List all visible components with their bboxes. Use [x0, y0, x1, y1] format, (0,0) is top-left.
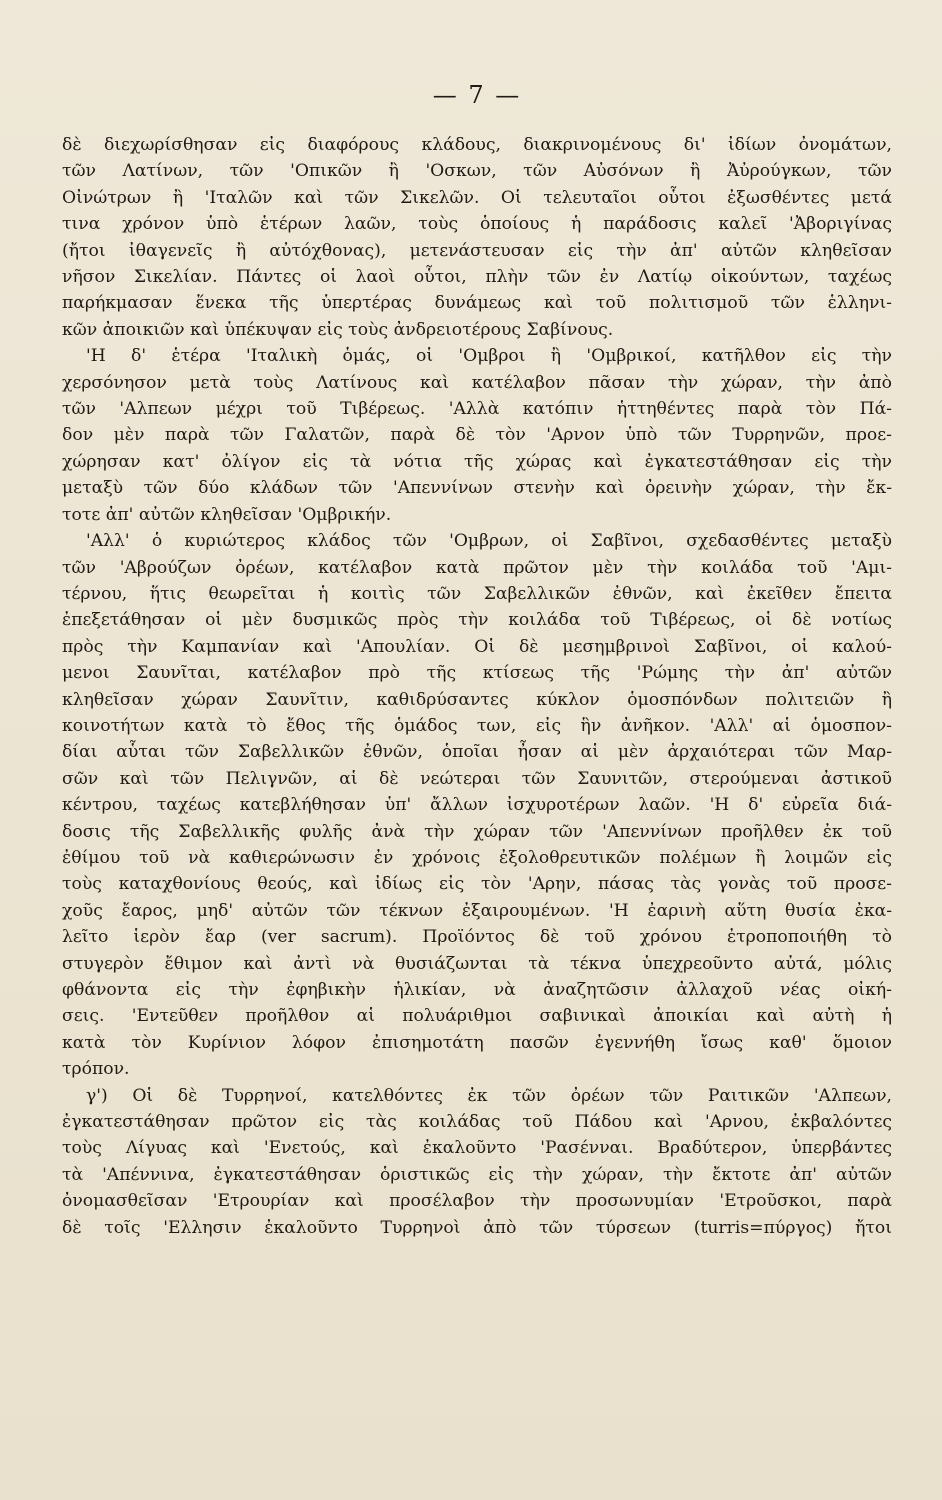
paragraph-4 — [62, 1083, 892, 1241]
text-line: τέρνου, ἥτις θεωρεῖται ἡ κοιτὶς τῶν Σαβελλικῶν ἐθνῶν, καὶ ἐκεῖθεν ἔπειτα — [62, 583, 892, 604]
text-line: τοὺς Λίγυας καὶ 'Ενετούς, καὶ ἐκαλοῦντο 'Ρασένναι. Βραδύτερον, ὑπερβάντες — [62, 1138, 892, 1159]
text-line: μενοι Σαυνῖται, κατέλαβον πρὸ τῆς κτίσεως τῆς 'Ρώμης τὴν ἀπ' αὐτῶν — [62, 663, 892, 684]
text-line: τοὺς καταχθονίους θεούς, καὶ ἰδίως εἰς τὸν 'Αρην, πάσας τὰς γονὰς τοῦ προσε- — [62, 874, 892, 895]
text-line: ὀνομασθεῖσαν 'Ετρουρίαν καὶ προσέλαβον τὴν προσωνυμίαν 'Ετροῦσκοι, παρὰ — [62, 1191, 892, 1212]
text-line: νῆσον Σικελίαν. Πάντες οἱ λαοὶ οὗτοι, πλὴν τῶν ἐν Λατίῳ οἰκούντων, ταχέως — [62, 267, 892, 288]
text-line: μεταξὺ τῶν δύο κλάδων τῶν 'Απεννίνων στενὴν καὶ ὀρεινὴν χώραν, τὴν ἔκ- — [62, 478, 892, 499]
text-line: τῶν 'Αβρούζων ὀρέων, κατέλαβον κατὰ πρῶτον μὲν τὴν κοιλάδα τοῦ 'Αμι- — [62, 557, 892, 578]
paragraph-2 — [62, 343, 892, 528]
text-line: τρόπον. — [62, 1059, 130, 1080]
text-line: δὲ τοῖς 'Ελλησιν ἐκαλοῦντο Τυρρηνοὶ ἀπὸ τῶν τύρσεων (turris=πύργος) ἤτοι — [62, 1217, 892, 1238]
text-line: δίαι αὗται τῶν Σαβελλικῶν ἐθνῶν, ὁποῖαι ἦσαν αἱ μὲν ἀρχαιότεραι τῶν Μαρ- — [62, 742, 892, 763]
text-line: Οἰνώτρων ἢ 'Ιταλῶν καὶ τῶν Σικελῶν. Οἱ τελευταῖοι οὗτοι ἐξωσθέντες μετά — [62, 187, 892, 208]
text-line: κληθεῖσαν χώραν Σαυνῖτιν, καθιδρύσαντες κύκλον ὁμοσπόνδων πολιτειῶν ἢ — [62, 689, 892, 710]
text-line: ἐθίμου τοῦ νὰ καθιερώνωσιν ἐν χρόνοις ἐξολοθρευτικῶν πολέμων ἢ λοιμῶν εἰς — [62, 847, 892, 868]
text-line: κέντρου, ταχέως κατεβλήθησαν ὑπ' ἄλλων ἰσχυροτέρων λαῶν. 'Η δ' εὐρεῖα διά- — [62, 795, 892, 816]
text-line: (ἤτοι ἰθαγενεῖς ἢ αὐτόχθονας), μετενάστευσαν εἰς τὴν ἀπ' αὐτῶν κληθεῖσαν — [62, 240, 892, 261]
text-line: παρήκμασαν ἕνεκα τῆς ὑπερτέρας δυνάμεως καὶ τοῦ πολιτισμοῦ τῶν ἑλληνι- — [62, 293, 892, 314]
text-line: κατὰ τὸν Κυρίνιον λόφον ἐπισημοτάτη πασῶν ἐγεννήθη ἴσως καθ' ὅμοιον — [62, 1032, 892, 1053]
text-line: γ') Οἱ δὲ Τυρρηνοί, κατελθόντες ἐκ τῶν ὀρέων τῶν Ραιτικῶν 'Αλπεων, — [86, 1085, 892, 1106]
text-line: ἐγκατεστάθησαν πρῶτον εἰς τὰς κοιλάδας τοῦ Πάδου καὶ 'Αρνου, ἐκβαλόντες — [62, 1112, 892, 1133]
text-line: χοῦς ἔαρος, μηδ' αὐτῶν τῶν τέκνων ἐξαιρουμένων. 'Η ἐαρινὴ αὕτη θυσία ἐκα- — [62, 900, 892, 921]
text-line: 'Η δ' ἑτέρα 'Ιταλικὴ ὁμάς, οἱ 'Ομβροι ἢ 'Ομβρικοί, κατῆλθον εἰς τὴν — [86, 346, 892, 367]
text-line: τῶν Λατίνων, τῶν 'Οπικῶν ἢ 'Οσκων, τῶν Αὐσόνων ἢ Ἀὐρούγκων, τῶν — [62, 161, 892, 182]
text-line: πρὸς τὴν Καμπανίαν καὶ 'Απουλίαν. Οἱ δὲ μεσημβρινοὶ Σαβῖνοι, οἱ καλού- — [62, 636, 892, 657]
text-line: τινα χρόνον ὑπὸ ἑτέρων λαῶν, τοὺς ὁποίους ἡ παράδοσις καλεῖ 'Ἀβοριγίνας — [62, 214, 892, 235]
text-line: χώρησαν κατ' ὀλίγον εἰς τὰ νότια τῆς χώρας καὶ ἐγκατεστάθησαν εἰς τὴν — [62, 451, 892, 472]
text-line: ἐπεξετάθησαν οἱ μὲν δυσμικῶς πρὸς τὴν κοιλάδα τοῦ Τιβέρεως, οἱ δὲ νοτίως — [62, 610, 892, 631]
text-line: 'Αλλ' ὁ κυριώτερος κλάδος τῶν 'Ομβρων, οἱ Σαβῖνοι, σχεδασθέντες μεταξὺ — [86, 531, 892, 552]
text-line: τὰ 'Απέννινα, ἐγκατεστάθησαν ὁριστικῶς εἰς τὴν χώραν, τὴν ἔκτοτε ἀπ' αὐτῶν — [62, 1164, 892, 1185]
paragraph-1 — [62, 132, 892, 343]
text-line: χερσόνησον μετὰ τοὺς Λατίνους καὶ κατέλαβον πᾶσαν τὴν χώραν, τὴν ἀπὸ — [62, 372, 892, 393]
text-line: λεῖτο ἱερὸν ἔαρ (ver sacrum). Προϊόντος δὲ τοῦ χρόνου ἐτροποποιήθη τὸ — [62, 927, 892, 948]
paragraph-3 — [62, 528, 892, 1083]
text-line: δὲ διεχωρίσθησαν εἰς διαφόρους κλάδους, διακρινομένους δι' ἰδίων ὀνομάτων, — [62, 135, 892, 155]
page-number: — 7 — — [432, 81, 522, 109]
text-line: φθάνοντα εἰς τὴν ἐφηβικὴν ἡλικίαν, νὰ ἀναζητῶσιν ἀλλαχοῦ νέας οἰκή- — [62, 980, 892, 1000]
text-line: δον μὲν παρὰ τῶν Γαλατῶν, παρὰ δὲ τὸν 'Αρνον ὑπὸ τῶν Τυρρηνῶν, προε- — [62, 425, 892, 446]
text-line: σῶν καὶ τῶν Πελιγνῶν, αἱ δὲ νεώτεραι τῶν Σαυνιτῶν, στερούμεναι ἀστικοῦ — [62, 768, 892, 789]
text-line: δοσις τῆς Σαβελλικῆς φυλῆς ἀνὰ τὴν χώραν τῶν 'Απεννίνων προῆλθεν ἐκ τοῦ — [62, 821, 892, 842]
text-line: στυγερὸν ἔθιμον καὶ ἀντὶ νὰ θυσιάζωνται τὰ τέκνα ὑπεχρεοῦντο αὐτά, μόλις — [62, 953, 892, 974]
text-line: τοτε ἀπ' αὐτῶν κληθεῖσαν 'Ομβρικήν. — [62, 504, 392, 525]
text-line: κῶν ἀποικιῶν καὶ ὑπέκυψαν εἰς τοὺς ἀνδρειοτέρους Σαβίνους. — [62, 319, 614, 340]
text-line: σεις. 'Εντεῦθεν προῆλθον αἱ πολυάριθμοι σαβινικαὶ ἀποικίαι καὶ αὐτὴ ἡ — [62, 1006, 892, 1027]
text-line: κοινοτήτων κατὰ τὸ ἔθος τῆς ὁμάδος των, εἰς ἣν ἀνῆκον. 'Αλλ' αἱ ὁμοσπον- — [62, 715, 892, 736]
text-line: τῶν 'Αλπεων μέχρι τοῦ Τιβέρεως. 'Αλλὰ κατόπιν ἡττηθέντες παρὰ τὸν Πά- — [62, 399, 892, 420]
